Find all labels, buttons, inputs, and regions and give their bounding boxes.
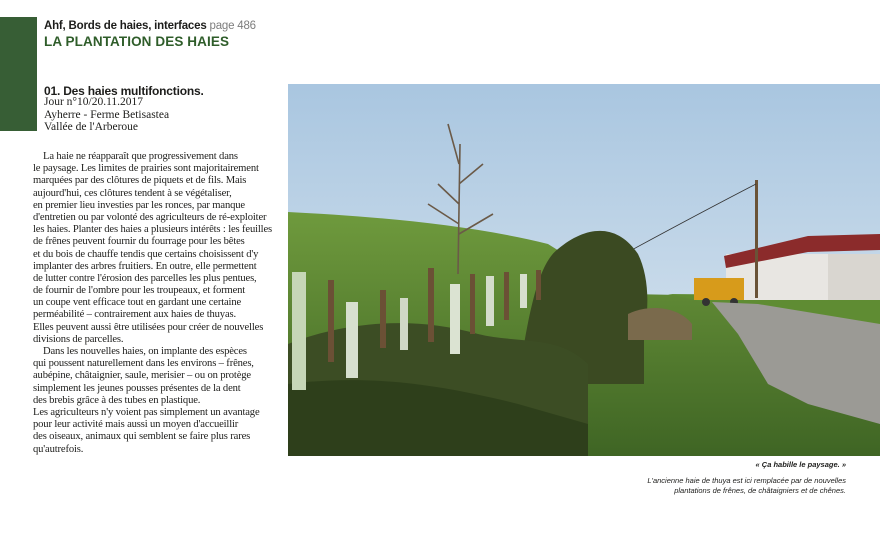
body-line: un coupe vent efficace tout en gardant une certaine	[33, 297, 242, 309]
body-line: le paysage. Les limites de prairies sont majoritairement	[33, 163, 259, 175]
body-line: simplement les jeunes pousses présentes de la dent	[33, 382, 241, 394]
body-line: en premier lieu investies par les ronces, par manque	[33, 199, 245, 211]
green-accent-bar	[0, 17, 37, 131]
caption-line: L'ancienne haie de thuya est ici remplacée par de nouvelles	[647, 476, 846, 485]
entry-title: 01. Des haies multifonctions.	[44, 84, 204, 98]
body-line: qu'autrefois.	[33, 443, 84, 455]
body-line: de frênes peuvent fournir du fourrage pour les bêtes	[33, 236, 245, 248]
hedge-photo	[288, 84, 880, 456]
body-line: de fournir de l'ombre pour les troupeaux, et forment	[33, 285, 246, 297]
body-line: des brebis grâce à des tubes en plastique.	[33, 394, 201, 406]
body-line: aubépine, châtaignier, saule, merisier – ou on protège	[33, 370, 251, 382]
section-title: LA PLANTATION DES HAIES	[44, 34, 230, 49]
body-line: pour leur activité mais aussi un moyen d'accueillir	[33, 419, 239, 431]
body-line: d'entretien ou par volonté des agriculteurs de ré-exploiter	[33, 211, 267, 223]
entry-meta	[44, 96, 274, 134]
series-title: Ahf, Bords de haies, interfaces	[44, 20, 207, 32]
caption-text	[647, 476, 846, 495]
body-line: perméabilité – contrairement aux haies de thuyas.	[33, 309, 236, 321]
body-line: aujourd'hui, ces clôtures tendent à se végétaliser,	[33, 187, 232, 199]
body-line: et du bois de chauffe tendis que certains choisissent d'y	[33, 248, 259, 260]
running-header	[44, 19, 256, 33]
body-line: des oiseaux, animaux qui semblent se faire plus rares	[33, 431, 251, 443]
page-number: page 486	[209, 20, 256, 32]
body-line: La haie ne réapparaît que progressivement dans	[33, 151, 238, 162]
body-line: Les agriculteurs n'y voient pas simplement un avantage	[33, 406, 260, 418]
body-line: Dans les nouvelles haies, on implante des espèces	[33, 346, 247, 357]
entry-location: Ayherre - Ferme Betisastea	[44, 108, 170, 121]
entry-date: Jour n°10/20.11.2017	[44, 96, 144, 108]
body-text	[33, 151, 273, 456]
entry-valley: Vallée de l'Arberoue	[44, 121, 139, 134]
body-line: divisions de parcelles.	[33, 333, 124, 345]
body-line: qui poussent naturellement dans les environs – frênes,	[33, 358, 254, 370]
body-line: marquées par des clôtures de piquets et de fils. Mais	[33, 175, 247, 187]
body-line: implanter des arbres fruitiers. En outre, elle permettent	[33, 260, 257, 272]
caption-title: « Ça habille le paysage. »	[755, 460, 846, 469]
caption-line: plantations de frênes, de châtaigniers et de chênes.	[674, 485, 846, 495]
body-line: Elles peuvent aussi être utilisées pour créer de nouvelles	[33, 321, 264, 333]
body-line: les haies. Planter des haies a plusieurs intérêts : les feuilles	[33, 224, 272, 236]
body-line: de lutter contre l'érosion des parcelles les plus pentues,	[33, 272, 257, 284]
